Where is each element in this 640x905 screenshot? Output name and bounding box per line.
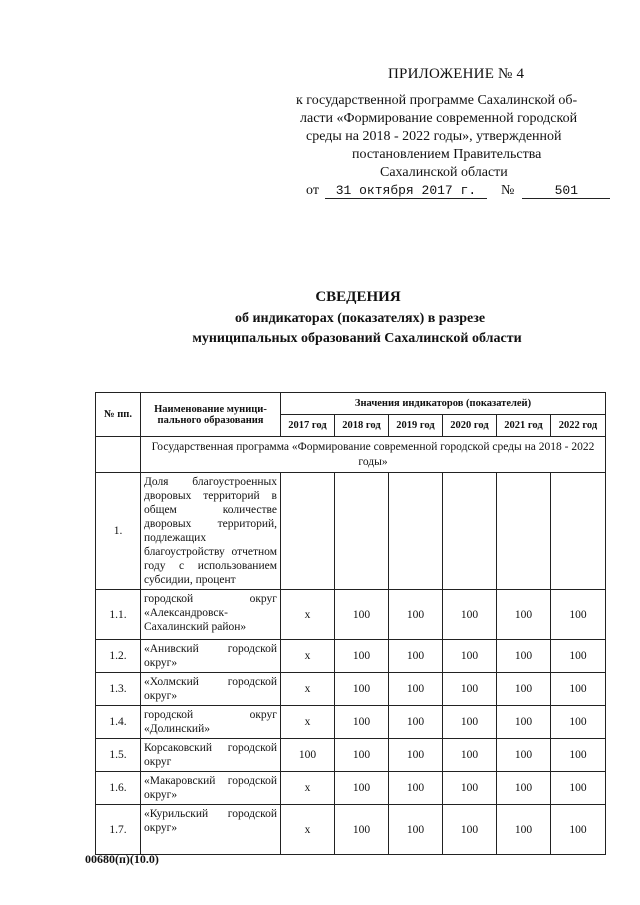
row-value: х [281,673,335,706]
appendix-line: среды на 2018 - 2022 годы», утвержденной [306,129,562,144]
row-value: 100 [551,590,606,640]
row-value [281,473,335,590]
table-row [96,739,606,772]
table-row [96,805,606,855]
row-value: 100 [497,706,551,739]
row-value: 100 [443,640,497,673]
row-value [389,473,443,590]
row-value: х [281,805,335,855]
row-value: 100 [389,739,443,772]
row-value: 100 [389,805,443,855]
row-name: городской округ «Александровск-Сахалинский район» [141,590,281,640]
row-name: Корсаковский городской округ [141,739,281,772]
header-num: № пп. [96,393,141,437]
row-value: х [281,640,335,673]
row-value: 100 [335,772,389,805]
table-row [96,706,606,739]
decree-number: 501 [522,183,610,199]
row-value: 100 [497,590,551,640]
date-prefix: от [306,183,319,198]
row-value: 100 [389,640,443,673]
row-value: 100 [551,673,606,706]
row-num: 1.6. [96,772,141,805]
row-name: «Холмский городской округ» [141,673,281,706]
row-value: х [281,772,335,805]
row-value: 100 [443,739,497,772]
row-name: городской округ «Долинский» [141,706,281,739]
row-value: 100 [497,772,551,805]
row-num: 1.5. [96,739,141,772]
indicators-table [95,392,606,855]
row-value: 100 [443,772,497,805]
header-year: 2022 год [551,415,606,437]
document-subtitle-line1: об индикаторах (показателях) в разрезе [234,311,486,326]
row-name: «Анивский городской округ» [141,640,281,673]
row-value [551,473,606,590]
row-name: «Макаровский городской округ» [141,772,281,805]
row-value: 100 [389,590,443,640]
row-value: 100 [335,640,389,673]
row-value: 100 [551,805,606,855]
row-num: 1.1. [96,590,141,640]
row-value: 100 [389,772,443,805]
header-year: 2021 год [497,415,551,437]
table-row [96,473,606,590]
row-value: х [281,590,335,640]
decree-date: 31 октября 2017 г. [325,183,487,199]
appendix-line: Сахалинской области [380,165,508,180]
program-row: Государственная программа «Формирование современной городской среды на 2018 - 2022 годы» [141,437,606,473]
row-value: 100 [551,739,606,772]
table-row [96,772,606,805]
row-value: 100 [335,673,389,706]
appendix-line: к государственной программе Сахалинской об- [296,93,578,108]
row-value: 100 [281,739,335,772]
row-value: 100 [497,739,551,772]
row-value: 100 [389,673,443,706]
table-row [96,590,606,640]
footer-code: 00680(п)(10.0) [85,852,159,866]
row-name: «Курильский городской округ» [141,805,281,855]
row-value: 100 [335,590,389,640]
document-subtitle-line2: муниципальных образований Сахалинской области [192,331,522,346]
row-num: 1.3. [96,673,141,706]
appendix-line: постановлением Правительства [352,147,542,162]
row-value: 100 [335,706,389,739]
row-value: 100 [389,706,443,739]
row-num: 1.4. [96,706,141,739]
table-row [96,673,606,706]
row-value: 100 [497,673,551,706]
number-prefix: № [500,183,515,198]
row-num: 1. [96,473,141,590]
row-value: 100 [443,805,497,855]
header-year: 2020 год [443,415,497,437]
row-value [497,473,551,590]
row-value: 100 [443,673,497,706]
header-name: Наименование муници-пального образования [141,393,281,437]
row-value: 100 [443,706,497,739]
row-value [335,473,389,590]
header-year: 2018 год [335,415,389,437]
table-row [96,640,606,673]
appendix-title: ПРИЛОЖЕНИЕ № 4 [388,66,525,82]
row-value: 100 [551,772,606,805]
row-value [443,473,497,590]
row-value: 100 [335,739,389,772]
header-year: 2017 год [281,415,335,437]
document-title: СВЕДЕНИЯ [315,289,401,305]
row-num: 1.2. [96,640,141,673]
appendix-line: ласти «Формирование современной городской [300,111,578,126]
row-value: 100 [497,805,551,855]
row-name: Доля благоустроенных дворовых территорий в общем количестве дворовых территорий, подлежащих благоустройству отчетном году с использованием субсидии, процент [141,473,281,590]
signature-row [306,183,610,199]
row-value: 100 [335,805,389,855]
row-num: 1.7. [96,805,141,855]
program-row-num [96,437,141,473]
row-value: х [281,706,335,739]
row-value: 100 [497,640,551,673]
row-value: 100 [551,640,606,673]
row-value: 100 [551,706,606,739]
row-value: 100 [443,590,497,640]
header-year: 2019 год [389,415,443,437]
header-values-group: Значения индикаторов (показателей) [281,393,606,415]
